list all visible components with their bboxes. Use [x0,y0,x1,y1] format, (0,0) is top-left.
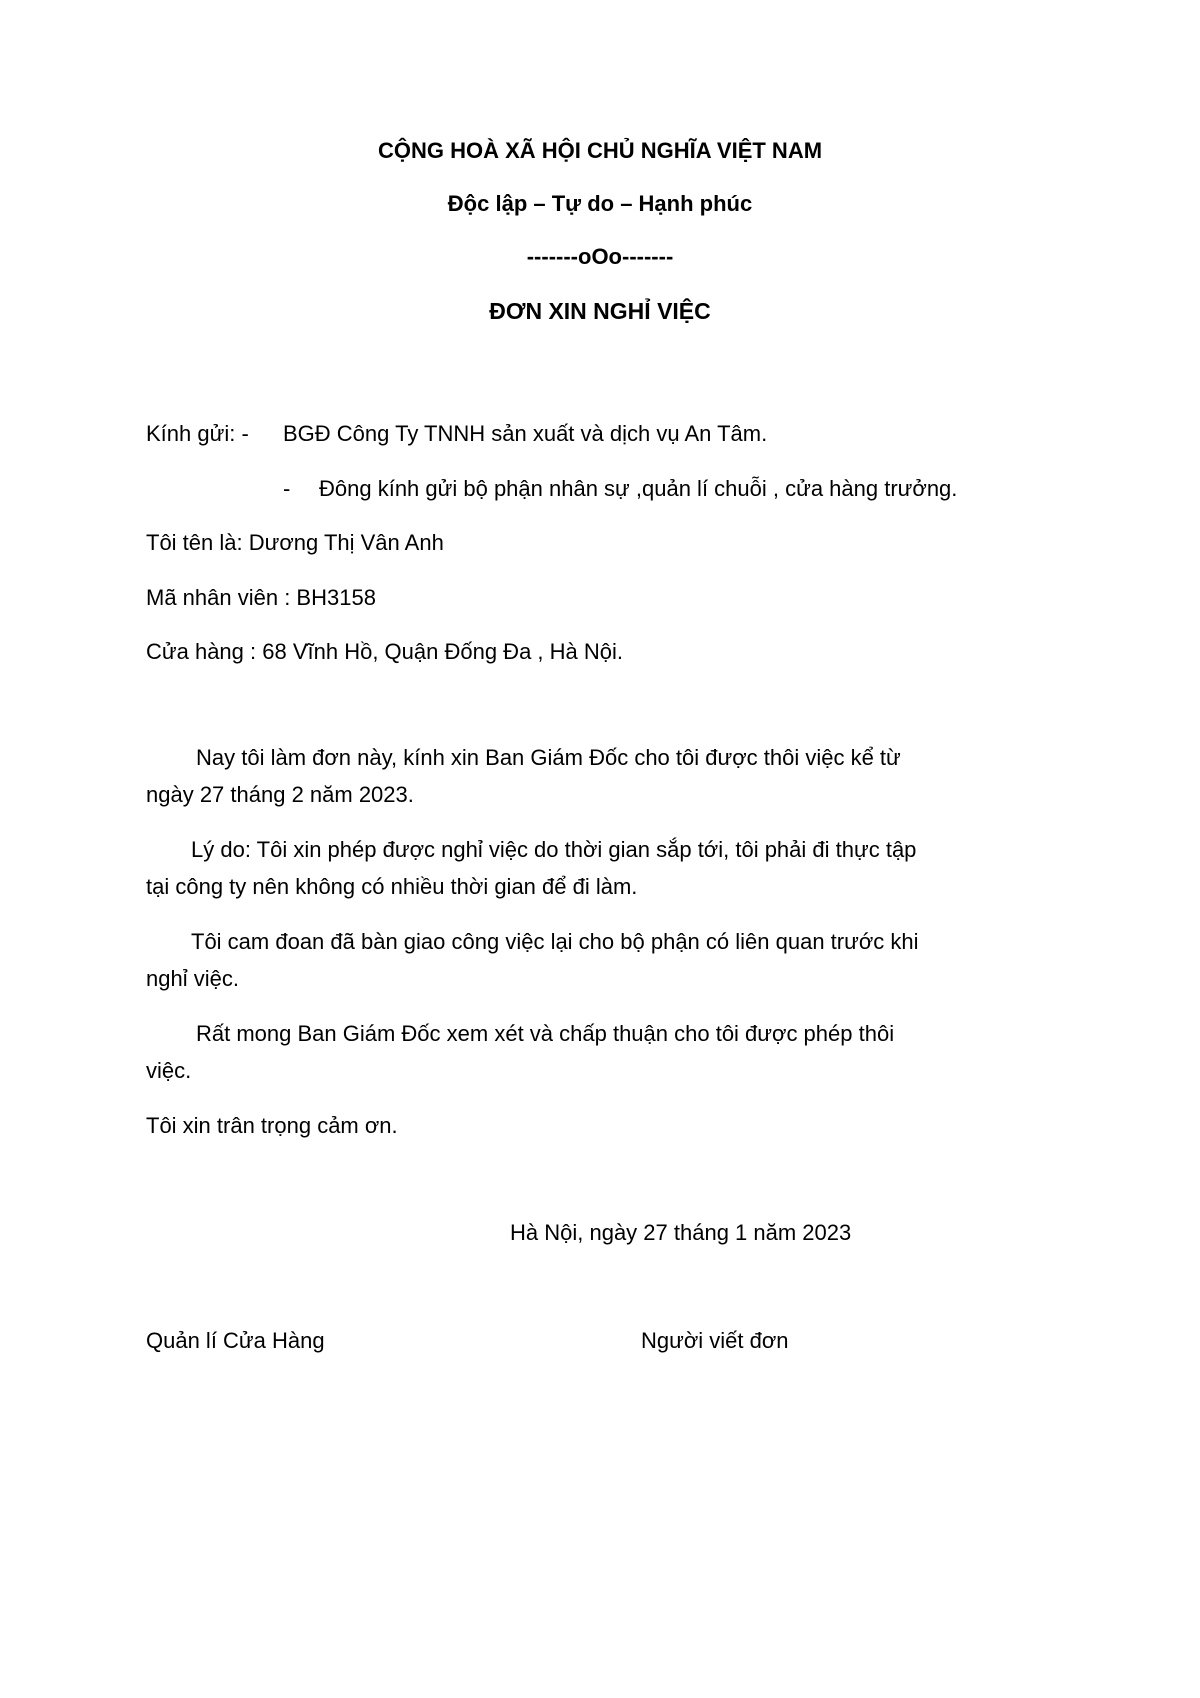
recipient-bullet: - [283,476,291,501]
employee-id: Mã nhân viên : BH3158 [146,585,376,610]
document-title: ĐƠN XIN NGHỈ VIỆC [489,298,711,324]
recipient-secondary: Đông kính gửi bộ phận nhân sự ,quản lí chuỗi , cửa hàng trưởng. [319,476,958,501]
employee-name: Tôi tên là: Dương Thị Vân Anh [146,530,444,555]
paragraph-4-line-1: Rất mong Ban Giám Đốc xem xét và chấp thuận cho tôi được phép thôi [196,1021,895,1046]
paragraph-2-line-2: tại công ty nên không có nhiều thời gian để đi làm. [146,874,638,899]
date-line: Hà Nội, ngày 27 tháng 1 năm 2023 [510,1220,852,1245]
writer-signature-label: Người viết đơn [641,1328,789,1353]
recipient-primary: BGĐ Công Ty TNNH sản xuất và dịch vụ An Tâm. [283,421,768,446]
paragraph-3-line-2: nghỉ việc. [146,966,239,991]
manager-signature-label: Quản lí Cửa Hàng [146,1328,325,1353]
store-address: Cửa hàng : 68 Vĩnh Hồ, Quận Đống Đa , Hà Nội. [146,639,623,664]
paragraph-1-line-2: ngày 27 tháng 2 năm 2023. [146,782,414,807]
motto-heading: Độc lập – Tự do – Hạnh phúc [447,191,753,216]
paragraph-4-line-2: việc. [146,1058,192,1083]
closing-thanks: Tôi xin trân trọng cảm ơn. [146,1113,398,1138]
paragraph-2-line-1: Lý do: Tôi xin phép được nghỉ việc do thời gian sắp tới, tôi phải đi thực tập [191,837,917,862]
paragraph-3-line-1: Tôi cam đoan đã bàn giao công việc lại cho bộ phận có liên quan trước khi [191,929,919,954]
recipient-label: Kính gửi: - [146,421,249,446]
nation-heading: CỘNG HOÀ XÃ HỘI CHỦ NGHĨA VIỆT NAM [377,138,823,163]
paragraph-1-line-1: Nay tôi làm đơn này, kính xin Ban Giám Đốc cho tôi được thôi việc kể từ [196,745,901,770]
header-divider: -------oOo------- [526,244,674,269]
